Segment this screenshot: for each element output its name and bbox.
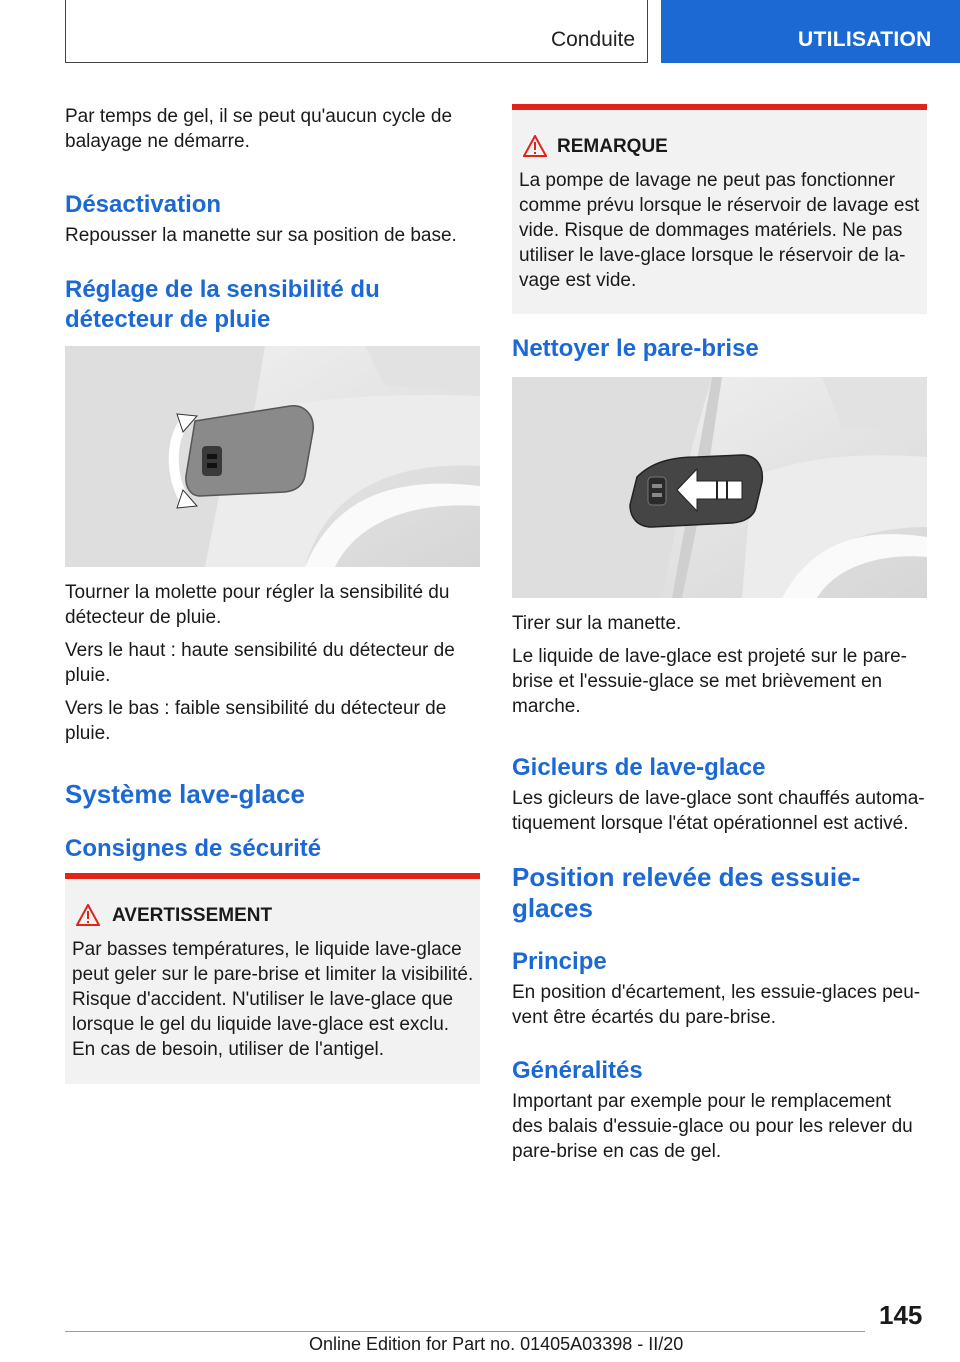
sens-p1-line-1: Tourner la molette pour régler la sensibilité du	[65, 582, 450, 603]
notice-label: REMARQUE	[557, 136, 668, 157]
general-heading: Généralités	[512, 1057, 643, 1084]
general-line-1: Important par exemple pour le remplacement	[512, 1091, 892, 1112]
notice-line-2: comme prévu lorsque le réservoir de lavage est	[519, 195, 920, 216]
sensitivity-heading-line-2: détecteur de pluie	[65, 306, 271, 333]
deactivation-text: Repousser la manette sur sa position de base.	[65, 225, 457, 246]
chapter-tab	[661, 0, 960, 63]
general-line-2: des balais d'essuie-glace ou pour les relever du	[512, 1116, 913, 1137]
notice-box	[512, 104, 927, 314]
raised-position-heading-line-2: glaces	[512, 893, 593, 923]
left-column	[65, 104, 481, 154]
sensitivity-heading-line-1: Réglage de la sensibilité du	[65, 276, 380, 303]
rain-sensor-figure	[65, 346, 480, 567]
chapter-label: UTILISATION	[798, 28, 932, 51]
sens-p2-line-1: Vers le haut : haute sensibilité du détecteur de	[65, 640, 455, 661]
notice-line-5: vage est vide.	[519, 270, 637, 291]
warning-line-3: Risque d'accident. N'utiliser le lave-glace que	[72, 989, 454, 1010]
clean-p1: Tirer sur la manette.	[512, 613, 682, 634]
nozzles-line-1: Les gicleurs de lave-glace sont chauffés automa-	[512, 788, 925, 809]
warning-label: AVERTISSEMENT	[112, 905, 273, 926]
intro-line-2: balayage ne démarre.	[65, 131, 250, 152]
sens-p2-line-2: pluie.	[65, 665, 111, 686]
warning-triangle-icon	[76, 904, 100, 926]
principle-line-2: vent être écartés du pare-brise.	[512, 1007, 777, 1028]
deactivation-heading: Désactivation	[65, 191, 222, 218]
washer-lever-figure	[512, 377, 927, 598]
warning-box	[65, 873, 480, 1084]
warning-line-4: lorsque le gel du liquide lave-glace est exclu.	[72, 1014, 450, 1035]
notice-line-4: utiliser le lave-glace lorsque le réservoir de la-	[519, 245, 906, 266]
edition-note: Online Edition for Part no. 01405A03398 - II/20	[309, 1334, 684, 1354]
sens-p3-line-2: pluie.	[65, 723, 111, 744]
page-number: 145	[879, 1300, 923, 1330]
sens-p1-line-2: détecteur de pluie.	[65, 607, 222, 628]
warning-line-2: peut geler sur le pare-brise et limiter la visibilité.	[72, 964, 474, 985]
sens-p3-line-1: Vers le bas : faible sensibilité du détecteur de	[65, 698, 447, 719]
nozzles-line-2: tiquement lorsque l'état opérationnel est activé.	[512, 813, 909, 834]
clean-p2-line-3: marche.	[512, 696, 581, 717]
warning-line-5: En cas de besoin, utiliser de l'antigel.	[72, 1039, 385, 1060]
notice-triangle-icon	[523, 135, 547, 157]
clean-p2-line-2: brise et l'essuie-glace se met brièvement en	[512, 671, 883, 692]
intro-line-1: Par temps de gel, il se peut qu'aucun cycle de	[65, 106, 453, 127]
raised-position-heading-line-1: Position relevée des essuie-	[512, 862, 861, 892]
washer-system-heading: Système lave-glace	[65, 779, 305, 809]
nozzles-heading: Gicleurs de lave-glace	[512, 754, 766, 781]
warning-line-1: Par basses températures, le liquide lave-glace	[72, 939, 462, 960]
notice-line-3: vide. Risque de dommages matériels. Ne pas	[519, 220, 903, 241]
clean-p2-line-1: Le liquide de lave-glace est projeté sur le pare-	[512, 646, 908, 667]
header-section-box	[65, 0, 648, 63]
principle-line-1: En position d'écartement, les essuie-glaces peu-	[512, 982, 921, 1003]
clean-windshield-heading: Nettoyer le pare-brise	[512, 335, 759, 362]
principle-heading: Principe	[512, 948, 607, 975]
general-line-3: pare-brise en cas de gel.	[512, 1141, 722, 1162]
footer-rule	[65, 1331, 865, 1332]
notice-line-1: La pompe de lavage ne peut pas fonctionner	[519, 170, 896, 191]
safety-heading: Consignes de sécurité	[65, 835, 322, 862]
section-label: Conduite	[550, 28, 635, 51]
